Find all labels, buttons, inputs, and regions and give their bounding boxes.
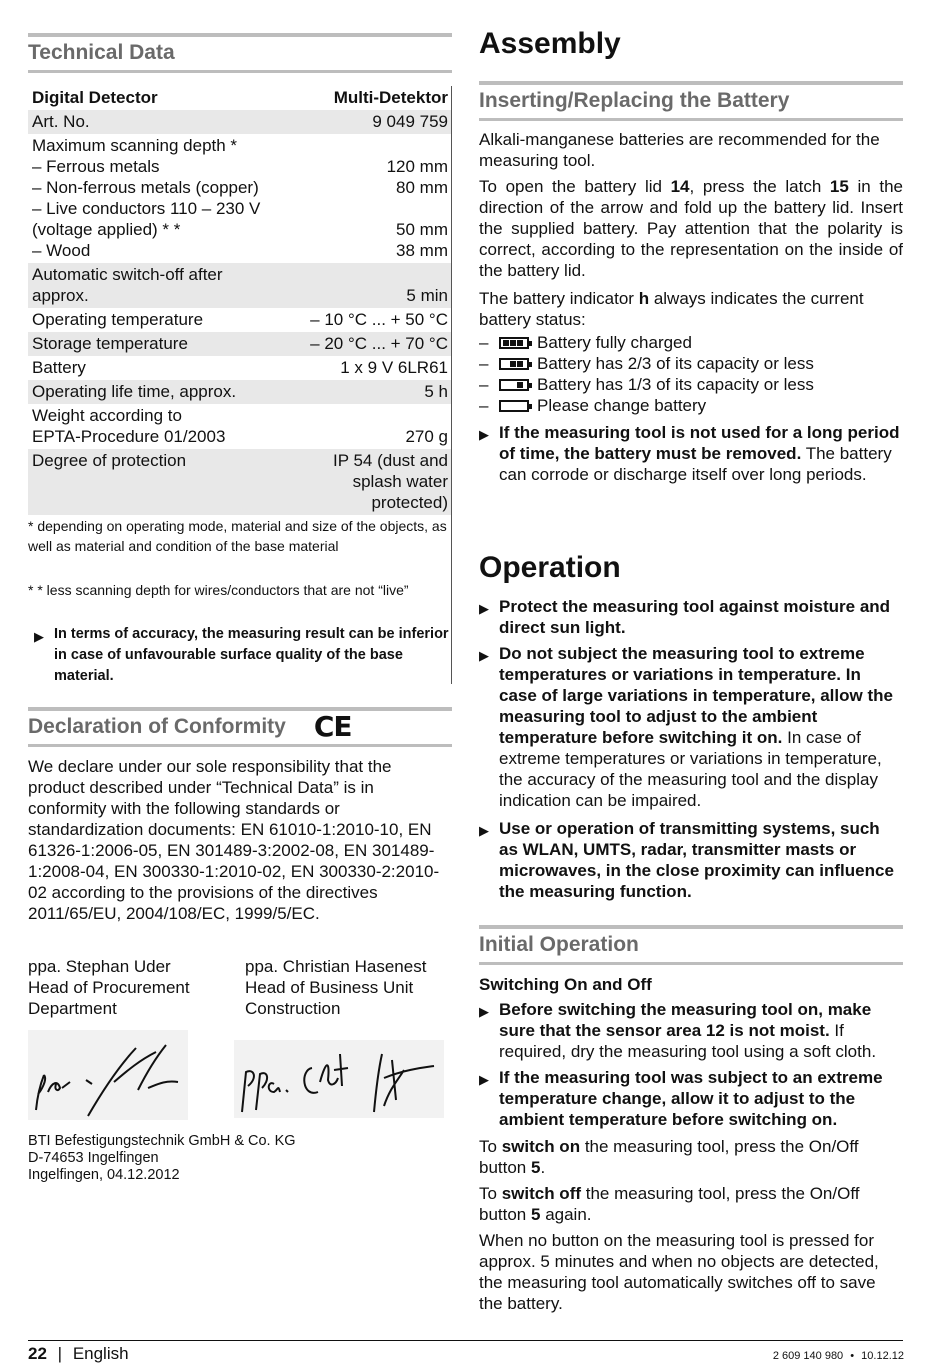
battery-heading: Inserting/Replacing the Battery <box>479 81 903 121</box>
footer-page: 22 | English <box>28 1344 129 1363</box>
signature-1 <box>28 1030 188 1120</box>
table-row-label: Degree of protection <box>32 451 187 470</box>
operation-bullet-2: ▶ Do not subject the measuring tool to extreme temperatures or variations in temperature. In case of large variations in temperature, allow the measuring tool to adjust to the ambient temperature before switching it on. In case of extreme temperatures or variations in temperature, the accuracy of the measuring tool and the display indication can be impaired. <box>479 644 893 810</box>
company-address: D-74653 Ingelfingen <box>28 1150 159 1166</box>
footnote-2: * * less scanning depth for wires/conductors that are not “live” <box>28 582 409 598</box>
footer-language: English <box>72 1344 129 1363</box>
table-row-value: 270 g <box>405 427 448 446</box>
place-date: Ingelfingen, 04.12.2012 <box>28 1167 180 1183</box>
table-row-value: 5 h <box>424 382 448 401</box>
signature-2 <box>234 1040 444 1118</box>
bullet-arrow-icon: ▶ <box>479 648 489 663</box>
auto-off-text: When no button on the measuring tool is pressed for approx. 5 minutes and when no objects are detected, the measuring tool automatically switches off to save the battery. <box>479 1231 879 1313</box>
switch-off-text: To switch off the measuring tool, press the On/Off button 5 again. <box>479 1184 860 1224</box>
assembly-heading: Assembly <box>479 27 621 60</box>
bullet-arrow-icon: ▶ <box>479 823 489 838</box>
bullet-arrow-icon: ▶ <box>479 427 489 442</box>
initial-operation-heading: Initial Operation <box>479 925 903 965</box>
signer-1 <box>28 956 238 1019</box>
table-row <box>28 404 452 449</box>
technical-data-heading: Technical Data <box>28 33 452 73</box>
table-row-label: Automatic switch-off after approx. <box>32 265 223 305</box>
battery-p3: The battery indicator h always indicates the current battery status: <box>479 289 864 329</box>
table-row-label: Digital Detector <box>32 88 158 107</box>
bullet-arrow-icon: ▶ <box>479 601 489 616</box>
ce-mark-icon: CE <box>313 710 352 743</box>
battery-state-empty: – Please change battery <box>479 396 707 415</box>
signer-2 <box>245 956 455 1019</box>
operation-heading: Operation <box>479 551 621 584</box>
footer-rule <box>28 1340 903 1341</box>
company-name: BTI Befestigungstechnik GmbH & Co. KG <box>28 1133 296 1149</box>
table-row-label: Battery <box>32 358 86 377</box>
table-row <box>28 263 452 308</box>
table-row-label: Storage temperature <box>32 334 188 353</box>
table-row <box>28 308 452 332</box>
table-row-label: Weight according to EPTA-Procedure 01/2003 <box>32 406 226 446</box>
page-number: 22 <box>28 1344 47 1363</box>
initial-bullet-1: ▶ Before switching the measuring tool on, make sure that the sensor area 12 is not moist. If required, dry the measuring tool using a soft cloth. <box>479 1000 877 1061</box>
table-row-label: Art. No. <box>32 112 90 131</box>
table-row-label: Operating temperature <box>32 310 204 329</box>
battery-p1: Alkali-manganese batteries are recommended for the measuring tool. <box>479 130 880 170</box>
operation-bullet-3: ▶ Use or operation of transmitting systems, such as WLAN, UMTS, radar, transmitter masts or microwaves, in the close proximity can influence the measuring function. <box>479 819 894 901</box>
table-row <box>28 110 452 134</box>
signer-1-role: Head of Procurement Department <box>28 978 190 1018</box>
switching-subheading: Switching On and Off <box>479 975 652 994</box>
footnote-1: * depending on operating mode, material and size of the objects, as well as material and condition of the base material <box>28 518 447 554</box>
table-row <box>28 134 452 263</box>
table-row-value: Multi-Detektor <box>333 88 448 107</box>
operation-bullet-1: ▶ Protect the measuring tool against moisture and direct sun light. <box>479 597 891 637</box>
battery-state-one-third: – Battery has 1/3 of its capacity or less <box>479 375 814 394</box>
battery-warning: ▶ If the measuring tool is not used for a long period of time, the battery must be removed. The battery can corrode or discharge itself over long periods. <box>479 423 900 484</box>
table-row-value: IP 54 (dust and splash water protected) <box>333 451 448 512</box>
table-row-value: 9 049 759 <box>372 112 448 131</box>
company-info <box>28 1133 296 1184</box>
table-row-label: Maximum scanning depth * – Ferrous metals – Non-ferrous metals (copper) – Live conductors 110 – 230 V (voltage applied) * * – Wood <box>32 136 261 260</box>
signer-1-name: ppa. Stephan Uder <box>28 957 171 976</box>
battery-p2: To open the battery lid 14, press the latch 15 in the direction of the arrow and fold up the battery lid. Insert the supplied battery. Pay attention that the polarity is correct, according to the representation on the inside of the battery lid. <box>479 177 903 280</box>
table-row-value: 120 mm 80 mm 50 mm 38 mm <box>386 157 448 260</box>
battery-one-third-icon <box>499 379 529 391</box>
battery-empty-icon <box>499 400 529 412</box>
table-row <box>28 356 452 380</box>
table-row <box>28 380 452 404</box>
battery-two-thirds-icon <box>499 358 529 370</box>
bullet-arrow-icon: ▶ <box>479 1004 489 1019</box>
initial-bullet-2: ▶ If the measuring tool was subject to an extreme temperature change, allow it to adjust to the ambient temperature before switching on. <box>479 1068 883 1129</box>
table-row-value: 1 x 9 V 6LR61 <box>340 358 448 377</box>
table-row-value: 5 min <box>406 286 448 305</box>
table-header-row <box>28 86 452 110</box>
technical-data-table <box>28 86 452 515</box>
table-row-value: – 20 °C ... + 70 °C <box>310 334 448 353</box>
declaration-heading: Declaration of Conformity CE <box>28 707 452 747</box>
bullet-arrow-icon: ▶ <box>479 1072 489 1087</box>
battery-state-full: – Battery fully charged <box>479 333 692 352</box>
table-row-value: – 10 °C ... + 50 °C <box>310 310 448 329</box>
battery-state-two-thirds: – Battery has 2/3 of its capacity or less <box>479 354 814 373</box>
table-row-label: Operating life time, approx. <box>32 382 237 401</box>
declaration-text: We declare under our sole responsibility that the product described under “Technical Data” is in conformity with the following standards or standardization documents: EN 61010-1:2010-10, EN 61326-1:2006-05, EN 301489-3:2002-08, EN 301489-1:2008-04, EN 300330-1:2010-02, EN 300330-2:2010-02 according to the provisions of the directives 2011/65/EU, 2004/108/EC, 1999/5/EC. <box>28 757 440 923</box>
bullet-arrow-icon: ▶ <box>34 629 44 644</box>
switch-on-text: To switch on the measuring tool, press the On/Off button 5. <box>479 1137 859 1177</box>
battery-full-icon <box>499 337 529 349</box>
accuracy-note: ▶ In terms of accuracy, the measuring result can be inferior in case of unfavourable surface quality of the base material. <box>34 624 450 687</box>
table-row <box>28 332 452 356</box>
table-row <box>28 449 452 515</box>
signer-2-role: Head of Business Unit Construction <box>245 978 414 1018</box>
footer-docref: 2 609 140 980 • 10.12.12 <box>772 1350 904 1362</box>
signer-2-name: ppa. Christian Hasenest <box>245 957 427 976</box>
battery-state-list <box>479 332 903 416</box>
